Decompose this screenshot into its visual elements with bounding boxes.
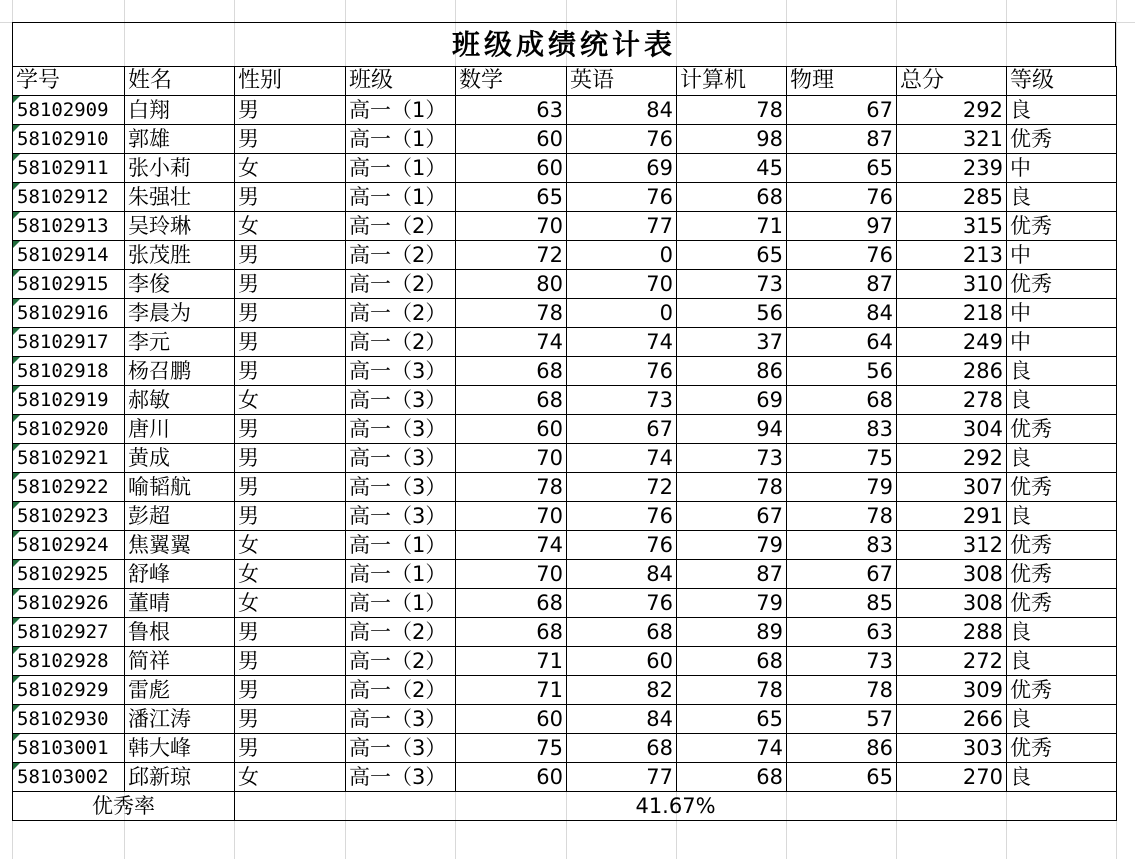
table-cell[interactable]: 张茂胜 [125,241,235,270]
table-cell[interactable]: 女 [235,589,346,618]
table-cell[interactable]: 94 [677,415,787,444]
table-row [13,705,1117,734]
table-cell[interactable]: 312 [897,531,1007,560]
table-cell[interactable]: 70 [456,502,567,531]
table-cell[interactable]: 272 [897,647,1007,676]
table-cell[interactable]: 71 [456,647,567,676]
table-cell[interactable]: 女 [235,386,346,415]
table-cell[interactable]: 65 [787,763,897,792]
table-cell[interactable]: 白翔 [125,96,235,125]
table-cell[interactable]: 45 [677,154,787,183]
table-cell[interactable]: 中 [1007,154,1117,183]
table-row [13,154,1117,183]
table-cell[interactable]: 68 [787,386,897,415]
table-cell[interactable]: 优秀 [1007,473,1117,502]
table-cell[interactable]: 310 [897,270,1007,299]
table-cell[interactable]: 男 [235,618,346,647]
table-cell[interactable]: 308 [897,560,1007,589]
table-cell[interactable]: 68 [677,183,787,212]
table-cell[interactable]: 76 [787,241,897,270]
table-row [13,328,1117,357]
table-cell[interactable]: 67 [567,415,677,444]
table-cell[interactable]: 高一（3） [346,763,456,792]
table-cell[interactable]: 76 [567,183,677,212]
table-cell[interactable]: 焦翼翼 [125,531,235,560]
table-cell[interactable]: 男 [235,125,346,154]
table-cell[interactable]: 58102923 [13,502,125,531]
table-cell[interactable]: 58102914 [13,241,125,270]
table-cell[interactable]: 简祥 [125,647,235,676]
table-cell[interactable]: 63 [456,96,567,125]
header-cell[interactable]: 班级 [346,67,456,96]
table-cell[interactable]: 58102929 [13,676,125,705]
table-cell[interactable]: 高一（2） [346,241,456,270]
table-cell[interactable]: 58102909 [13,96,125,125]
table-cell[interactable]: 249 [897,328,1007,357]
table-cell[interactable]: 女 [235,763,346,792]
table-cell[interactable]: 喻韬航 [125,473,235,502]
table-cell[interactable]: 303 [897,734,1007,763]
table-cell[interactable]: 87 [787,125,897,154]
table-cell[interactable]: 315 [897,212,1007,241]
table-cell[interactable]: 82 [567,676,677,705]
table-cell[interactable]: 高一（1） [346,183,456,212]
table-cell[interactable]: 58102912 [13,183,125,212]
table-cell[interactable]: 优秀 [1007,589,1117,618]
table-cell[interactable]: 78 [677,676,787,705]
table-row [13,357,1117,386]
table-cell[interactable]: 良 [1007,502,1117,531]
table-cell[interactable]: 288 [897,618,1007,647]
table-cell[interactable]: 76 [567,125,677,154]
header-row [13,67,1117,96]
table-cell[interactable]: 71 [677,212,787,241]
table-cell[interactable]: 56 [677,299,787,328]
table-cell[interactable]: 男 [235,647,346,676]
table-cell[interactable]: 男 [235,270,346,299]
table-cell[interactable]: 黄成 [125,444,235,473]
table-cell[interactable]: 郝敏 [125,386,235,415]
table-cell[interactable]: 58102928 [13,647,125,676]
table-cell[interactable]: 76 [567,502,677,531]
table-cell[interactable]: 58102915 [13,270,125,299]
table-cell[interactable]: 男 [235,415,346,444]
table-cell[interactable]: 69 [567,154,677,183]
table-cell[interactable]: 高一（2） [346,270,456,299]
table-cell[interactable]: 76 [567,531,677,560]
table-row [13,618,1117,647]
table-cell[interactable]: 李晨为 [125,299,235,328]
table-row [13,502,1117,531]
table-cell[interactable]: 58102922 [13,473,125,502]
table-cell[interactable]: 75 [787,444,897,473]
table-cell[interactable]: 58102913 [13,212,125,241]
table-row [13,241,1117,270]
table-row [13,415,1117,444]
table-cell[interactable]: 56 [787,357,897,386]
table-cell[interactable]: 男 [235,676,346,705]
table-row [13,734,1117,763]
table-cell[interactable]: 女 [235,154,346,183]
table-cell[interactable]: 优秀 [1007,415,1117,444]
table-cell[interactable]: 李俊 [125,270,235,299]
table-cell[interactable]: 307 [897,473,1007,502]
table-cell[interactable]: 良 [1007,183,1117,212]
table-cell[interactable]: 高一（3） [346,734,456,763]
table-cell[interactable]: 65 [677,241,787,270]
table-cell[interactable]: 良 [1007,647,1117,676]
table-row [13,212,1117,241]
table-cell[interactable]: 良 [1007,763,1117,792]
header-cell[interactable]: 性别 [235,67,346,96]
table-cell[interactable]: 286 [897,357,1007,386]
excellence-rate-label[interactable]: 优秀率 [13,792,235,821]
table-cell[interactable]: 73 [567,386,677,415]
table-cell[interactable]: 266 [897,705,1007,734]
table-cell[interactable]: 239 [897,154,1007,183]
table-cell[interactable]: 0 [567,241,677,270]
table-cell[interactable]: 83 [787,531,897,560]
table-cell[interactable]: 58102924 [13,531,125,560]
table-cell[interactable]: 邱新琼 [125,763,235,792]
header-cell[interactable]: 姓名 [125,67,235,96]
table-cell[interactable]: 70 [567,270,677,299]
table-row [13,183,1117,212]
table-cell[interactable]: 60 [456,415,567,444]
table-cell[interactable]: 高一（3） [346,502,456,531]
table-cell[interactable]: 优秀 [1007,531,1117,560]
table-cell[interactable]: 男 [235,96,346,125]
score-table [12,22,1116,821]
table-row [13,96,1117,125]
table-cell[interactable]: 57 [787,705,897,734]
table-cell[interactable]: 60 [567,647,677,676]
table-cell[interactable]: 73 [677,270,787,299]
table-cell[interactable]: 68 [567,734,677,763]
table-cell[interactable]: 58102930 [13,705,125,734]
table-cell[interactable]: 68 [567,618,677,647]
table-cell[interactable]: 58103001 [13,734,125,763]
table-cell[interactable]: 78 [787,676,897,705]
table-cell[interactable]: 84 [567,560,677,589]
table-cell[interactable]: 高一（3） [346,386,456,415]
table-cell[interactable]: 男 [235,328,346,357]
table-cell[interactable]: 优秀 [1007,676,1117,705]
table-cell[interactable]: 朱强壮 [125,183,235,212]
table-row [13,531,1117,560]
table-cell[interactable]: 309 [897,676,1007,705]
table-cell[interactable]: 270 [897,763,1007,792]
table-cell[interactable]: 78 [677,473,787,502]
table-cell[interactable]: 吴玲琳 [125,212,235,241]
table-cell[interactable]: 68 [456,386,567,415]
table-cell[interactable]: 彭超 [125,502,235,531]
table-cell[interactable]: 良 [1007,444,1117,473]
table-cell[interactable]: 79 [677,589,787,618]
table-cell[interactable]: 87 [677,560,787,589]
table-row [13,763,1117,792]
table-cell[interactable]: 68 [456,357,567,386]
table-cell[interactable]: 83 [787,415,897,444]
table-cell[interactable]: 男 [235,444,346,473]
table-cell[interactable]: 87 [787,270,897,299]
table-cell[interactable]: 65 [456,183,567,212]
table-cell[interactable]: 76 [787,183,897,212]
table-cell[interactable]: 唐川 [125,415,235,444]
table-cell[interactable]: 78 [787,502,897,531]
table-cell[interactable]: 37 [677,328,787,357]
table-cell[interactable]: 58102927 [13,618,125,647]
table-cell[interactable]: 中 [1007,299,1117,328]
table-cell[interactable]: 78 [456,473,567,502]
table-cell[interactable]: 鲁根 [125,618,235,647]
table-cell[interactable]: 女 [235,531,346,560]
table-cell[interactable]: 60 [456,154,567,183]
table-cell[interactable]: 优秀 [1007,212,1117,241]
table-cell[interactable]: 高一（2） [346,647,456,676]
table-cell[interactable]: 68 [677,763,787,792]
table-cell[interactable]: 73 [787,647,897,676]
table-cell[interactable]: 74 [456,328,567,357]
table-cell[interactable]: 58102921 [13,444,125,473]
table-cell[interactable]: 男 [235,473,346,502]
header-cell[interactable]: 数学 [456,67,567,96]
table-cell[interactable]: 74 [677,734,787,763]
table-cell[interactable]: 男 [235,502,346,531]
table-cell[interactable]: 优秀 [1007,734,1117,763]
table-cell[interactable]: 男 [235,183,346,212]
table-cell[interactable]: 良 [1007,357,1117,386]
table-cell[interactable]: 64 [787,328,897,357]
table-cell[interactable]: 男 [235,705,346,734]
table-cell[interactable]: 高一（3） [346,473,456,502]
table-cell[interactable]: 高一（1） [346,125,456,154]
table-row [13,125,1117,154]
table-cell[interactable]: 良 [1007,705,1117,734]
table-cell[interactable]: 78 [456,299,567,328]
table-cell[interactable]: 郭雄 [125,125,235,154]
header-cell[interactable]: 总分 [897,67,1007,96]
table-cell[interactable]: 高一（1） [346,531,456,560]
table-cell[interactable]: 89 [677,618,787,647]
table-cell[interactable]: 74 [567,444,677,473]
table-cell[interactable]: 285 [897,183,1007,212]
table-row [13,386,1117,415]
table-cell[interactable]: 高一（1） [346,589,456,618]
table-cell[interactable]: 杨召鹏 [125,357,235,386]
table-row [13,589,1117,618]
score-grid [12,66,1117,821]
table-row [13,676,1117,705]
table-cell[interactable]: 292 [897,444,1007,473]
header-cell[interactable]: 计算机 [677,67,787,96]
table-cell[interactable]: 舒峰 [125,560,235,589]
table-cell[interactable]: 304 [897,415,1007,444]
table-cell[interactable]: 213 [897,241,1007,270]
table-cell[interactable]: 80 [456,270,567,299]
header-cell[interactable]: 学号 [13,67,125,96]
table-cell[interactable]: 97 [787,212,897,241]
table-cell[interactable]: 潘江涛 [125,705,235,734]
table-cell[interactable]: 60 [456,705,567,734]
table-cell[interactable]: 58102911 [13,154,125,183]
table-cell[interactable]: 84 [567,96,677,125]
table-cell[interactable]: 雷彪 [125,676,235,705]
table-row [13,299,1117,328]
table-cell[interactable]: 58102918 [13,357,125,386]
table-cell[interactable]: 67 [677,502,787,531]
table-cell[interactable]: 77 [567,763,677,792]
table-row [13,560,1117,589]
table-cell[interactable]: 86 [787,734,897,763]
table-cell[interactable]: 男 [235,299,346,328]
table-cell[interactable]: 79 [677,531,787,560]
table-title: 班级成绩统计表 [12,22,1116,66]
table-cell[interactable]: 291 [897,502,1007,531]
table-cell[interactable]: 张小莉 [125,154,235,183]
table-cell[interactable]: 58102916 [13,299,125,328]
table-cell[interactable]: 63 [787,618,897,647]
table-cell[interactable]: 84 [787,299,897,328]
table-cell[interactable]: 74 [456,531,567,560]
table-cell[interactable]: 278 [897,386,1007,415]
table-cell[interactable]: 男 [235,241,346,270]
table-cell[interactable]: 董晴 [125,589,235,618]
table-cell[interactable]: 84 [567,705,677,734]
table-cell[interactable]: 292 [897,96,1007,125]
table-cell[interactable]: 中 [1007,241,1117,270]
footer-row [13,792,1117,821]
table-cell[interactable]: 75 [456,734,567,763]
table-cell[interactable]: 73 [677,444,787,473]
table-cell[interactable]: 高一（1） [346,96,456,125]
table-cell[interactable]: 60 [456,125,567,154]
table-row [13,444,1117,473]
table-cell[interactable]: 60 [456,763,567,792]
table-cell[interactable]: 79 [787,473,897,502]
table-cell[interactable]: 68 [456,589,567,618]
table-cell[interactable]: 中 [1007,328,1117,357]
table-cell[interactable]: 优秀 [1007,560,1117,589]
table-cell[interactable]: 高一（3） [346,705,456,734]
table-cell[interactable]: 86 [677,357,787,386]
table-cell[interactable]: 74 [567,328,677,357]
table-cell[interactable]: 78 [677,96,787,125]
table-cell[interactable]: 321 [897,125,1007,154]
table-cell[interactable]: 高一（1） [346,560,456,589]
table-row [13,647,1117,676]
table-cell[interactable]: 72 [456,241,567,270]
header-cell[interactable]: 物理 [787,67,897,96]
table-cell[interactable]: 良 [1007,96,1117,125]
table-cell[interactable]: 65 [787,154,897,183]
table-cell[interactable]: 58102926 [13,589,125,618]
table-cell[interactable]: 71 [456,676,567,705]
table-cell[interactable]: 76 [567,357,677,386]
table-cell[interactable]: 77 [567,212,677,241]
table-cell[interactable]: 58102919 [13,386,125,415]
table-row [13,270,1117,299]
table-cell[interactable]: 70 [456,560,567,589]
table-cell[interactable]: 67 [787,96,897,125]
table-cell[interactable]: 308 [897,589,1007,618]
table-cell[interactable]: 高一（2） [346,212,456,241]
table-cell[interactable]: 98 [677,125,787,154]
table-cell[interactable]: 高一（2） [346,328,456,357]
table-cell[interactable]: 女 [235,212,346,241]
table-cell[interactable]: 68 [677,647,787,676]
header-cell[interactable]: 等级 [1007,67,1117,96]
table-cell[interactable]: 58103002 [13,763,125,792]
header-cell[interactable]: 英语 [567,67,677,96]
table-cell[interactable]: 0 [567,299,677,328]
table-cell[interactable]: 高一（3） [346,444,456,473]
table-cell[interactable]: 69 [677,386,787,415]
table-cell[interactable]: 高一（3） [346,415,456,444]
table-cell[interactable]: 高一（2） [346,676,456,705]
table-cell[interactable]: 67 [787,560,897,589]
table-cell[interactable]: 高一（2） [346,618,456,647]
table-cell[interactable]: 58102920 [13,415,125,444]
table-cell[interactable]: 李元 [125,328,235,357]
table-cell[interactable]: 女 [235,560,346,589]
table-cell[interactable]: 58102925 [13,560,125,589]
table-cell[interactable]: 70 [456,444,567,473]
table-row [13,473,1117,502]
table-cell[interactable]: 高一（3） [346,357,456,386]
table-cell[interactable]: 男 [235,734,346,763]
table-cell[interactable]: 良 [1007,618,1117,647]
table-cell[interactable]: 58102910 [13,125,125,154]
table-cell[interactable]: 218 [897,299,1007,328]
table-cell[interactable]: 男 [235,357,346,386]
table-cell[interactable]: 韩大峰 [125,734,235,763]
table-cell[interactable]: 76 [567,589,677,618]
table-cell[interactable]: 72 [567,473,677,502]
table-cell[interactable]: 高一（2） [346,299,456,328]
table-cell[interactable]: 70 [456,212,567,241]
excellence-rate-value[interactable]: 41.67% [235,792,1117,821]
table-cell[interactable]: 85 [787,589,897,618]
table-cell[interactable]: 优秀 [1007,125,1117,154]
table-cell[interactable]: 良 [1007,386,1117,415]
table-cell[interactable]: 65 [677,705,787,734]
table-cell[interactable]: 高一（1） [346,154,456,183]
table-cell[interactable]: 58102917 [13,328,125,357]
table-cell[interactable]: 68 [456,618,567,647]
table-cell[interactable]: 优秀 [1007,270,1117,299]
